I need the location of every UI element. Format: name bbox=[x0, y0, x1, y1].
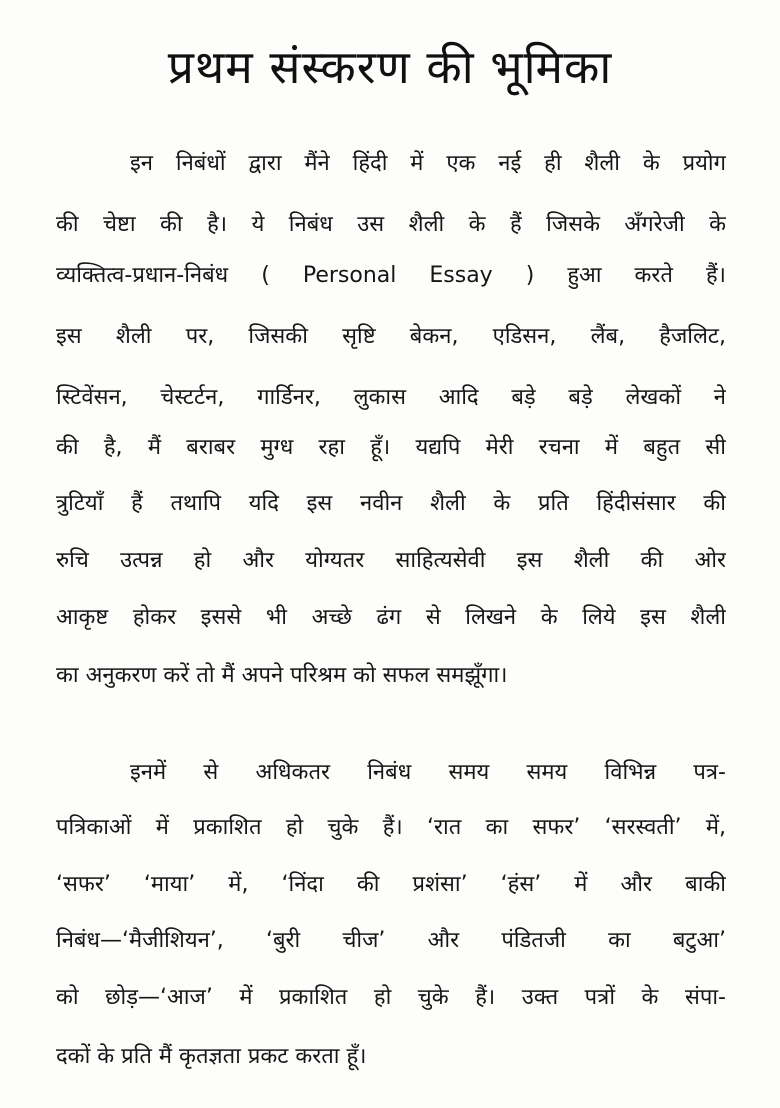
paragraph-1-line-2: की चेष्टा की है। ये निबंध उस शैली के हैं जिसके अँगरेजी के bbox=[56, 212, 726, 237]
paragraph-2-line-5: को छोड़—‘आज’ में प्रकाशित हो चुके हैं। उक्त पत्रों के संपा- bbox=[56, 985, 726, 1010]
paragraph-2-line-4: निबंध—‘मैजीशियन’, ‘बुरी चीज’ और पंडितजी का बटुआ’ bbox=[56, 928, 726, 953]
paragraph-1-line-6: की है, मैं बराबर मुग्ध रहा हूँ। यद्यपि मेरी रचना में बहुत सी bbox=[56, 435, 726, 460]
paragraph-1-line-7: त्रुटियाँ हैं तथापि यदि इस नवीन शैली के प्रति हिंदीसंसार की bbox=[56, 491, 726, 516]
paragraph-2-line-6: दकों के प्रति मैं कृतज्ञता प्रकट करता हूँ। bbox=[56, 1044, 367, 1069]
paragraph-1-line-3: व्यक्तित्व-प्रधान-निबंध ( Personal Essay ) हुआ करते हैं। bbox=[56, 263, 726, 288]
paragraph-2-line-3: ‘सफर’ ‘माया’ में, ‘निंदा की प्रशंसा’ ‘हंस’ में और बाकी bbox=[56, 872, 726, 897]
paragraph-1-line-9: आकृष्ट होकर इससे भी अच्छे ढंग से लिखने के लिये इस शैली bbox=[56, 605, 726, 630]
paragraph-1-line-8: रुचि उत्पन्न हो और योग्यतर साहित्यसेवी इस शैली की ओर bbox=[56, 548, 726, 573]
paragraph-2-line-1: इनमें से अधिकतर निबंध समय समय विभिन्न पत्र- bbox=[130, 760, 726, 785]
page-title: प्रथम संस्करण की भूमिका bbox=[167, 40, 613, 94]
paragraph-2-line-2: पत्रिकाओं में प्रकाशित हो चुके हैं। ‘रात का सफर’ ‘सरस्वती’ में, bbox=[56, 815, 726, 840]
paragraph-1-line-4: इस शैली पर, जिसकी सृष्टि बेकन, एडिसन, लैंब, हैजलिट, bbox=[56, 324, 726, 349]
paragraph-1-line-5: स्टिवेंसन, चेस्टर्टन, गार्डिनर, लुकास आदि बड़े बड़े लेखकों ने bbox=[56, 385, 726, 410]
paragraph-1-line-10: का अनुकरण करें तो मैं अपने परिश्रम को सफल समझूँगा। bbox=[56, 663, 508, 688]
paragraph-1-line-1: इन निबंधों द्वारा मैंने हिंदी में एक नई ही शैली के प्रयोग bbox=[130, 151, 726, 176]
